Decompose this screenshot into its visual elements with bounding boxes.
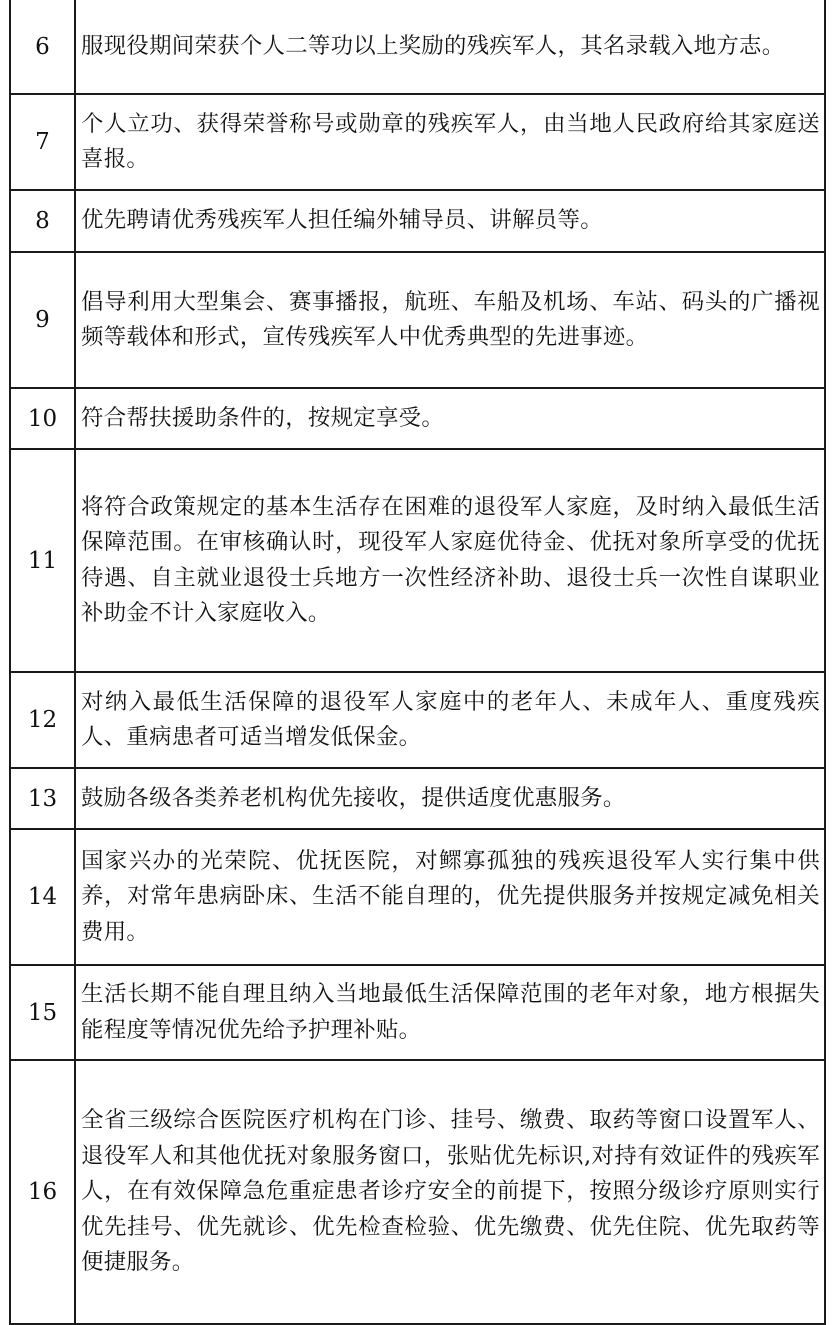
table-row — [10, 1060, 825, 1324]
row-number: 9 — [10, 252, 75, 388]
row-content: 国家兴办的光荣院、优抚医院，对鳏寡孤独的残疾退役军人实行集中供养，对常年患病卧床、生活不能自理的，优先提供服务并按规定减免相关费用。 — [75, 829, 825, 965]
row-number: 6 — [10, 0, 75, 94]
row-number: 12 — [10, 672, 75, 768]
row-content: 符合帮扶援助条件的，按规定享受。 — [75, 388, 825, 449]
policy-table-body — [10, 0, 825, 1324]
row-number: 13 — [10, 768, 75, 829]
table-row — [10, 672, 825, 768]
table-row — [10, 768, 825, 829]
table-row — [10, 190, 825, 252]
row-content: 鼓励各级各类养老机构优先接收，提供适度优惠服务。 — [75, 768, 825, 829]
row-content: 个人立功、获得荣誉称号或勋章的残疾军人，由当地人民政府给其家庭送喜报。 — [75, 94, 825, 190]
row-number: 14 — [10, 829, 75, 965]
policy-table — [9, 0, 826, 1325]
row-content: 对纳入最低生活保障的退役军人家庭中的老年人、未成年人、重度残疾人、重病患者可适当增发低保金。 — [75, 672, 825, 768]
row-number: 8 — [10, 190, 75, 252]
row-content: 生活长期不能自理且纳入当地最低生活保障范围的老年对象，地方根据失能程度等情况优先给予护理补贴。 — [75, 965, 825, 1060]
row-content: 优先聘请优秀残疾军人担任编外辅导员、讲解员等。 — [75, 190, 825, 252]
table-row — [10, 829, 825, 965]
row-number: 11 — [10, 449, 75, 672]
table-row — [10, 388, 825, 449]
row-content: 服现役期间荣获个人二等功以上奖励的残疾军人，其名录载入地方志。 — [75, 0, 825, 94]
row-number: 15 — [10, 965, 75, 1060]
row-content: 全省三级综合医院医疗机构在门诊、挂号、缴费、取药等窗口设置军人、退役军人和其他优抚对象服务窗口，张贴优先标识,对持有效证件的残疾军人，在有效保障急危重症患者诊疗安全的前提下，按照分级诊疗原则实行优先挂号、优先就诊、优先检查检验、优先缴费、优先住院、优先取药等便捷服务。 — [75, 1060, 825, 1324]
table-row — [10, 94, 825, 190]
row-content: 倡导利用大型集会、赛事播报，航班、车船及机场、车站、码头的广播视频等载体和形式，宣传残疾军人中优秀典型的先进事迹。 — [75, 252, 825, 388]
row-content: 将符合政策规定的基本生活存在困难的退役军人家庭，及时纳入最低生活保障范围。在审核确认时，现役军人家庭优待金、优抚对象所享受的优抚待遇、自主就业退役士兵地方一次性经济补助、退役士兵一次性自谋职业补助金不计入家庭收入。 — [75, 449, 825, 672]
table-row — [10, 252, 825, 388]
row-number: 7 — [10, 94, 75, 190]
table-row — [10, 0, 825, 94]
row-number: 10 — [10, 388, 75, 449]
row-number: 16 — [10, 1060, 75, 1324]
table-row — [10, 449, 825, 672]
table-row — [10, 965, 825, 1060]
